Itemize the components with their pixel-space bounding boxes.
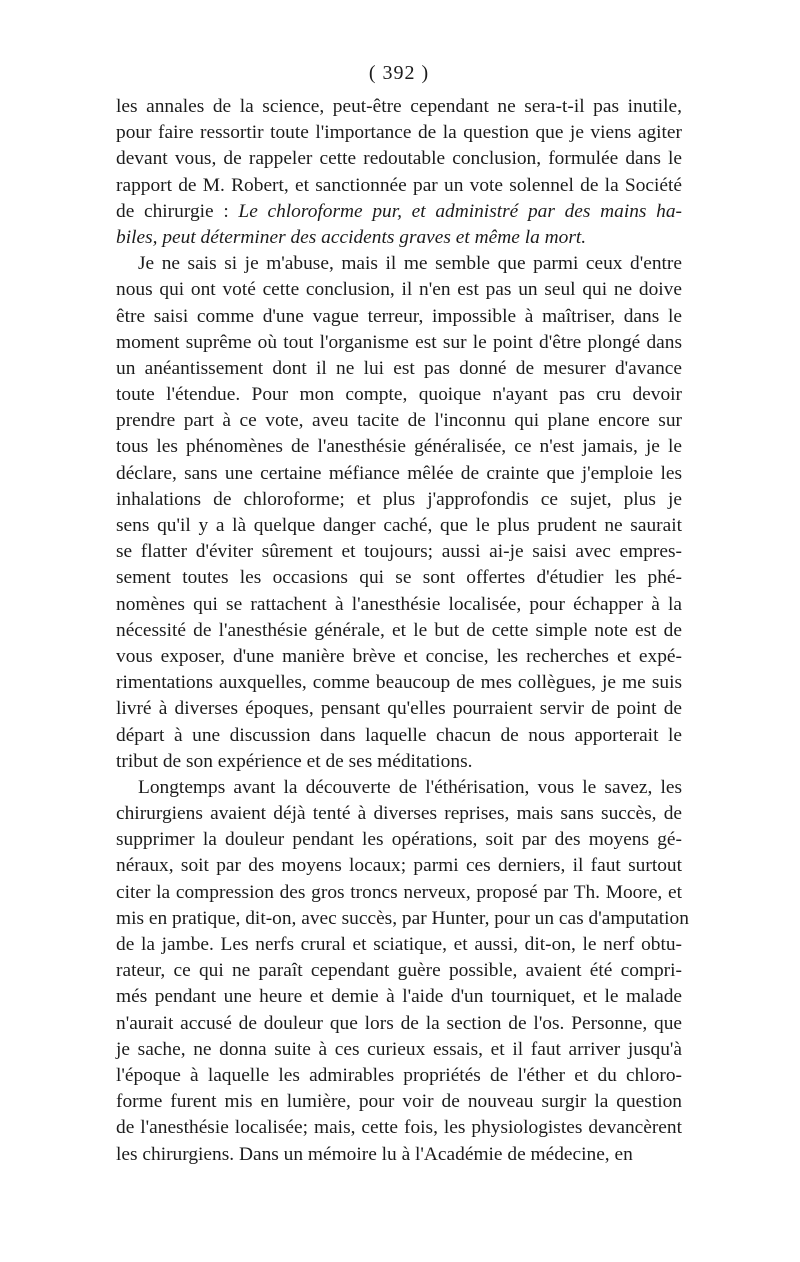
text-line: nomènes qui se rattachent à l'anesthésie localisée, pour échapper à la	[116, 593, 682, 615]
text-line: chirurgiens avaient déjà tenté à diverses reprises, mais sans succès, de	[116, 803, 682, 825]
text-line: les chirurgiens. Dans un mémoire lu à l'Académie de médecine, en	[116, 1143, 633, 1165]
text-line: néraux, soit par des moyens locaux; parmi ces derniers, il faut surtout	[116, 855, 682, 877]
text-line: sens qu'il y a là quelque danger caché, que le plus prudent ne saurait	[116, 515, 682, 536]
text-line: déclare, sans une certaine méfiance mêlée de crainte que j'emploie les	[116, 462, 682, 484]
text-line: un anéantissement dont il ne lui est pas donné de mesurer d'avance	[116, 357, 682, 379]
paragraph	[116, 251, 682, 775]
text-line: toute l'étendue. Pour mon compte, quoique n'ayant pas cru devoir	[116, 384, 682, 406]
italic-quote: Le chloroforme pur, et administré par des mains ha-	[238, 200, 682, 222]
text-line: més pendant une heure et demie à l'aide d'un tourniquet, et le malade	[116, 986, 682, 1008]
text-line: de l'anesthésie localisée; mais, cette fois, les physiologistes devancèrent	[116, 1117, 682, 1139]
text-line: supprimer la douleur pendant les opérations, soit par des moyens gé-	[116, 829, 682, 851]
text-line: je sache, ne donna suite à ces curieux essais, et il faut arriver jusqu'à	[116, 1038, 682, 1060]
text-line: les annales de la science, peut-être cependant ne sera-t-il pas inutile,	[116, 96, 682, 117]
paragraph	[116, 775, 689, 1168]
italic-quote: biles, peut déterminer des accidents graves et même la mort.	[116, 226, 587, 248]
text-line: vous exposer, d'une manière brève et concise, les recherches et expé-	[116, 645, 682, 667]
text-line: Longtemps avant la découverte de l'éthérisation, vous le savez, les	[138, 776, 682, 798]
text-line: de la jambe. Les nerfs crural et sciatique, et aussi, dit-on, le nerf obtu-	[116, 934, 682, 955]
text-line: pour faire ressortir toute l'importance de la question que je viens agiter	[116, 122, 682, 144]
text-line: de chirurgie : Le chloroforme pur, et administré par des mains ha-	[116, 200, 682, 222]
text-line: rapport de M. Robert, et sanctionnée par un vote solennel de la Société	[116, 174, 682, 196]
text-line: n'aurait accusé de douleur que lors de la section de l'os. Personne, que	[116, 1012, 682, 1034]
text-line: citer la compression des gros troncs nerveux, proposé par Th. Moore, et	[116, 881, 682, 903]
text-line: l'époque à laquelle les admirables propriétés de l'éther et du chloro-	[116, 1064, 682, 1086]
text-line: devant vous, de rappeler cette redoutable conclusion, formulée dans le	[116, 148, 682, 170]
text-line: nous qui ont voté cette conclusion, il n'en est pas un seul qui ne doive	[116, 279, 682, 301]
text-line: mis en pratique, dit-on, avec succès, par Hunter, pour un cas d'amputation	[116, 907, 689, 929]
text-line: tous les phénomènes de l'anesthésie généralisée, ce n'est jamais, je le	[116, 436, 682, 458]
text-line: sement toutes les occasions qui se sont offertes d'étudier les phé-	[116, 567, 682, 589]
book-page	[116, 58, 689, 1168]
text-line: se flatter d'éviter sûrement et toujours; aussi ai-je saisi avec empres-	[116, 541, 682, 563]
text-line: inhalations de chloroforme; et plus j'approfondis ce sujet, plus je	[116, 488, 682, 510]
text-line	[116, 225, 682, 251]
text-line: livré à diverses époques, pensant qu'elles pourraient servir de point de	[116, 698, 682, 720]
text-line: départ à une discussion dans laquelle chacun de nous apporterait le	[116, 724, 682, 746]
text-line: rateur, ce qui ne paraît cependant guère possible, avaient été compri-	[116, 960, 682, 982]
text-line: rimentations auxquelles, comme beaucoup de mes collègues, je me suis	[116, 672, 682, 694]
text-line: être saisi comme d'une vague terreur, impossible à maîtriser, dans le	[116, 305, 682, 327]
text-line: tribut de son expérience et de ses méditations.	[116, 750, 473, 772]
text-line: moment suprême où tout l'organisme est sur le point d'être plongé dans	[116, 331, 682, 353]
text-line: prendre part à ce vote, aveu tacite de l'inconnu qui plane encore sur	[116, 410, 682, 432]
page-number: ( 392 )	[368, 62, 430, 84]
paragraph	[116, 94, 682, 251]
text-line: nécessité de l'anesthésie générale, et le but de cette simple note est de	[116, 619, 682, 641]
text-line: forme furent mis en lumière, pour voir de nouveau surgir la question	[116, 1091, 682, 1113]
text-line: Je ne sais si je m'abuse, mais il me semble que parmi ceux d'entre	[138, 253, 682, 275]
page-body	[116, 94, 689, 1168]
